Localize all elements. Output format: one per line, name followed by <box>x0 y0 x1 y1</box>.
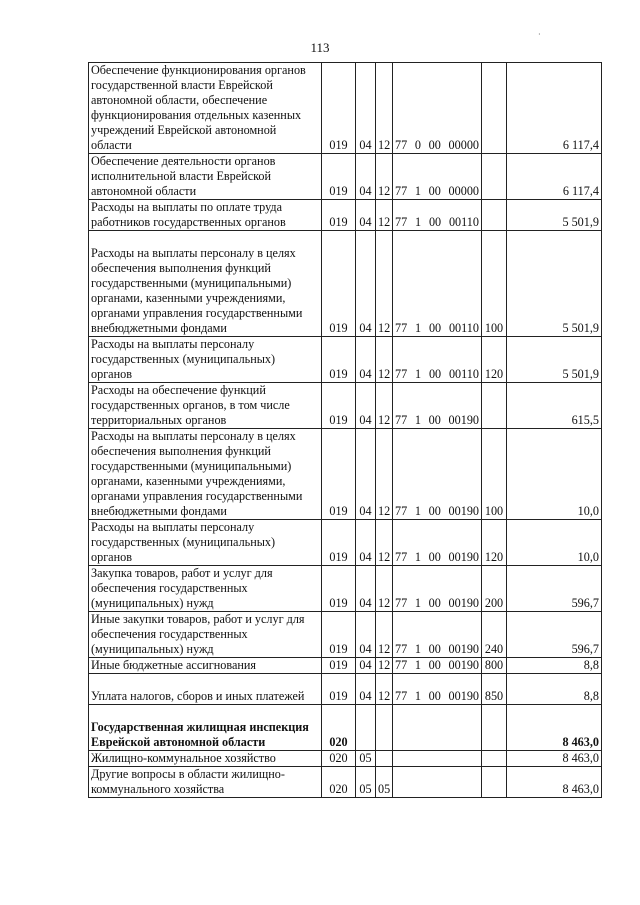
section-code: 04 <box>356 612 376 658</box>
row-name: Расходы на выплаты персоналу государственных (муниципальных) органов <box>89 520 322 566</box>
program-part: 1 <box>414 413 421 427</box>
row-name: Уплата налогов, сборов и иных платежей <box>89 674 322 705</box>
subsection-code <box>376 751 393 767</box>
program-code <box>393 520 482 566</box>
table-row <box>89 520 602 566</box>
program-part: 00190 <box>448 642 479 656</box>
program-part: 00190 <box>448 550 479 564</box>
subsection-code: 05 <box>376 767 393 798</box>
program-part: 00110 <box>448 367 479 381</box>
row-name: Расходы на обеспечение функций государственных органов, в том числе территориальных органов <box>89 383 322 429</box>
program-part: 77 <box>395 215 408 229</box>
program-part: 1 <box>414 550 421 564</box>
program-code-parts <box>395 138 479 153</box>
program-code-parts <box>395 504 479 519</box>
table-row <box>89 337 602 383</box>
program-code-parts <box>395 658 479 673</box>
subsection-code: 12 <box>376 231 393 337</box>
table-row <box>89 705 602 751</box>
program-code <box>393 231 482 337</box>
section-code: 04 <box>356 674 376 705</box>
row-name: Жилищно-коммунальное хозяйство <box>89 751 322 767</box>
program-code <box>393 200 482 231</box>
program-part: 1 <box>414 504 421 518</box>
subsection-code: 12 <box>376 337 393 383</box>
table-row <box>89 154 602 200</box>
table-row <box>89 751 602 767</box>
table-row <box>89 566 602 612</box>
amount: 8,8 <box>507 658 602 674</box>
row-name: Обеспечение функционирования органов государственной власти Еврейской автономной области, обеспечение функционирования отдельных казенных учреждений Еврейской автономной области <box>89 63 322 154</box>
expense-type-code <box>482 767 507 798</box>
program-part: 00 <box>428 504 441 518</box>
program-code-parts <box>395 184 479 199</box>
program-code-parts <box>395 321 479 336</box>
row-name: Государственная жилищная инспекция Еврейской автономной области <box>89 705 322 751</box>
row-name: Расходы на выплаты персоналу в целях обеспечения выполнения функций государственными (муниципальными) органами, казенными учреждениями, органами управления государственными внебюджетными фондами <box>89 231 322 337</box>
ministry-code: 019 <box>322 337 356 383</box>
table-row <box>89 231 602 337</box>
program-code-parts <box>395 689 479 704</box>
section-code: 04 <box>356 337 376 383</box>
subsection-code: 12 <box>376 566 393 612</box>
program-part: 00 <box>428 138 441 152</box>
section-code: 04 <box>356 658 376 674</box>
section-code: 04 <box>356 231 376 337</box>
section-code: 04 <box>356 200 376 231</box>
program-part: 77 <box>395 138 408 152</box>
expense-type-code <box>482 154 507 200</box>
row-name: Иные бюджетные ассигнования <box>89 658 322 674</box>
program-code-parts <box>395 367 479 382</box>
program-part: 00000 <box>448 138 479 152</box>
ministry-code: 020 <box>322 705 356 751</box>
expense-type-code: 850 <box>482 674 507 705</box>
row-name: Обеспечение деятельности органов исполнительной власти Еврейской автономной области <box>89 154 322 200</box>
program-part: 00190 <box>448 658 479 672</box>
ministry-code: 019 <box>322 658 356 674</box>
subsection-code: 12 <box>376 383 393 429</box>
table-row <box>89 767 602 798</box>
amount: 8 463,0 <box>507 705 602 751</box>
program-code <box>393 751 482 767</box>
ministry-code: 019 <box>322 612 356 658</box>
program-part: 00190 <box>448 504 479 518</box>
program-code-parts <box>395 550 479 565</box>
ministry-code: 019 <box>322 154 356 200</box>
program-code <box>393 383 482 429</box>
program-part: 77 <box>395 321 408 335</box>
section-code: 05 <box>356 767 376 798</box>
program-code <box>393 154 482 200</box>
table-body <box>89 63 602 798</box>
program-part: 00 <box>428 413 441 427</box>
program-part: 77 <box>395 642 408 656</box>
ministry-code: 019 <box>322 63 356 154</box>
amount: 615,5 <box>507 383 602 429</box>
program-part: 00 <box>428 596 441 610</box>
expense-type-code: 100 <box>482 429 507 520</box>
table-row <box>89 63 602 154</box>
subsection-code: 12 <box>376 154 393 200</box>
program-part: 00190 <box>448 689 479 703</box>
section-code: 04 <box>356 383 376 429</box>
subsection-code: 12 <box>376 200 393 231</box>
budget-table <box>88 62 602 798</box>
amount: 5 501,9 <box>507 200 602 231</box>
ministry-code: 020 <box>322 767 356 798</box>
ministry-code: 020 <box>322 751 356 767</box>
program-part: 1 <box>414 642 421 656</box>
program-part: 00 <box>428 642 441 656</box>
program-code <box>393 429 482 520</box>
section-code: 04 <box>356 520 376 566</box>
subsection-code: 12 <box>376 63 393 154</box>
table-row <box>89 383 602 429</box>
expense-type-code <box>482 63 507 154</box>
program-code <box>393 658 482 674</box>
program-part: 1 <box>415 215 422 229</box>
program-part: 1 <box>415 367 422 381</box>
program-part: 1 <box>414 596 421 610</box>
table-row <box>89 674 602 705</box>
row-name: Закупка товаров, работ и услуг для обеспечения государственных (муниципальных) нужд <box>89 566 322 612</box>
program-part: 00 <box>428 184 441 198</box>
program-code <box>393 337 482 383</box>
program-part: 00 <box>428 321 442 335</box>
page-number: 113 <box>310 40 330 55</box>
table-row <box>89 612 602 658</box>
expense-type-code: 100 <box>482 231 507 337</box>
corner-mark: · <box>538 30 541 39</box>
table-row <box>89 200 602 231</box>
amount: 6 117,4 <box>507 63 602 154</box>
subsection-code: 12 <box>376 674 393 705</box>
subsection-code: 12 <box>376 520 393 566</box>
program-code <box>393 63 482 154</box>
amount: 10,0 <box>507 429 602 520</box>
program-part: 77 <box>395 413 408 427</box>
subsection-code: 12 <box>376 429 393 520</box>
row-name: Другие вопросы в области жилищно-коммунального хозяйства <box>89 767 322 798</box>
program-part: 00190 <box>448 596 479 610</box>
expense-type-code: 120 <box>482 337 507 383</box>
program-code-parts <box>395 413 479 428</box>
program-part: 77 <box>395 367 408 381</box>
ministry-code: 019 <box>322 429 356 520</box>
program-part: 0 <box>414 138 421 152</box>
expense-type-code <box>482 200 507 231</box>
program-part: 1 <box>414 184 421 198</box>
program-part: 77 <box>395 504 408 518</box>
program-part: 77 <box>395 596 408 610</box>
expense-type-code <box>482 383 507 429</box>
program-part: 1 <box>414 658 421 672</box>
amount: 5 501,9 <box>507 231 602 337</box>
program-code <box>393 705 482 751</box>
ministry-code: 019 <box>322 231 356 337</box>
section-code: 04 <box>356 63 376 154</box>
program-code <box>393 612 482 658</box>
ministry-code: 019 <box>322 520 356 566</box>
program-part: 00190 <box>448 413 479 427</box>
amount: 8 463,0 <box>507 751 602 767</box>
table-row <box>89 429 602 520</box>
program-code <box>393 566 482 612</box>
expense-type-code <box>482 751 507 767</box>
amount: 5 501,9 <box>507 337 602 383</box>
expense-type-code: 200 <box>482 566 507 612</box>
program-part: 77 <box>395 184 408 198</box>
program-part: 77 <box>395 689 408 703</box>
expense-type-code: 240 <box>482 612 507 658</box>
program-part: 00 <box>428 367 442 381</box>
program-part: 00110 <box>448 321 479 335</box>
program-part: 00 <box>428 215 442 229</box>
expense-type-code: 120 <box>482 520 507 566</box>
amount: 8,8 <box>507 674 602 705</box>
row-name: Иные закупки товаров, работ и услуг для обеспечения государственных (муниципальных) нужд <box>89 612 322 658</box>
amount: 596,7 <box>507 566 602 612</box>
section-code: 04 <box>356 429 376 520</box>
subsection-code: 12 <box>376 612 393 658</box>
program-part: 00 <box>428 658 441 672</box>
expense-type-code <box>482 705 507 751</box>
program-code-parts <box>395 596 479 611</box>
program-part: 00 <box>428 689 441 703</box>
subsection-code <box>376 705 393 751</box>
program-part: 1 <box>414 689 421 703</box>
ministry-code: 019 <box>322 674 356 705</box>
amount: 10,0 <box>507 520 602 566</box>
program-code-parts <box>395 642 479 657</box>
section-code: 04 <box>356 566 376 612</box>
amount: 596,7 <box>507 612 602 658</box>
program-part: 77 <box>395 658 408 672</box>
program-code <box>393 767 482 798</box>
subsection-code: 12 <box>376 658 393 674</box>
row-name: Расходы на выплаты по оплате труда работников государственных органов <box>89 200 322 231</box>
program-part: 00 <box>428 550 441 564</box>
row-name: Расходы на выплаты персоналу государственных (муниципальных) органов <box>89 337 322 383</box>
row-name: Расходы на выплаты персоналу в целях обеспечения выполнения функций государственными (муниципальными) органами, казенными учреждениями, органами управления государственными внебюджетными фондами <box>89 429 322 520</box>
amount: 8 463,0 <box>507 767 602 798</box>
ministry-code: 019 <box>322 566 356 612</box>
program-code <box>393 674 482 705</box>
ministry-code: 019 <box>322 200 356 231</box>
program-part: 77 <box>395 550 408 564</box>
program-part: 00000 <box>448 184 479 198</box>
amount: 6 117,4 <box>507 154 602 200</box>
expense-type-code: 800 <box>482 658 507 674</box>
section-code <box>356 705 376 751</box>
section-code: 04 <box>356 154 376 200</box>
section-code: 05 <box>356 751 376 767</box>
program-part: 00110 <box>448 215 479 229</box>
table-row <box>89 658 602 674</box>
ministry-code: 019 <box>322 383 356 429</box>
program-part: 1 <box>415 321 422 335</box>
program-code-parts <box>395 215 479 230</box>
